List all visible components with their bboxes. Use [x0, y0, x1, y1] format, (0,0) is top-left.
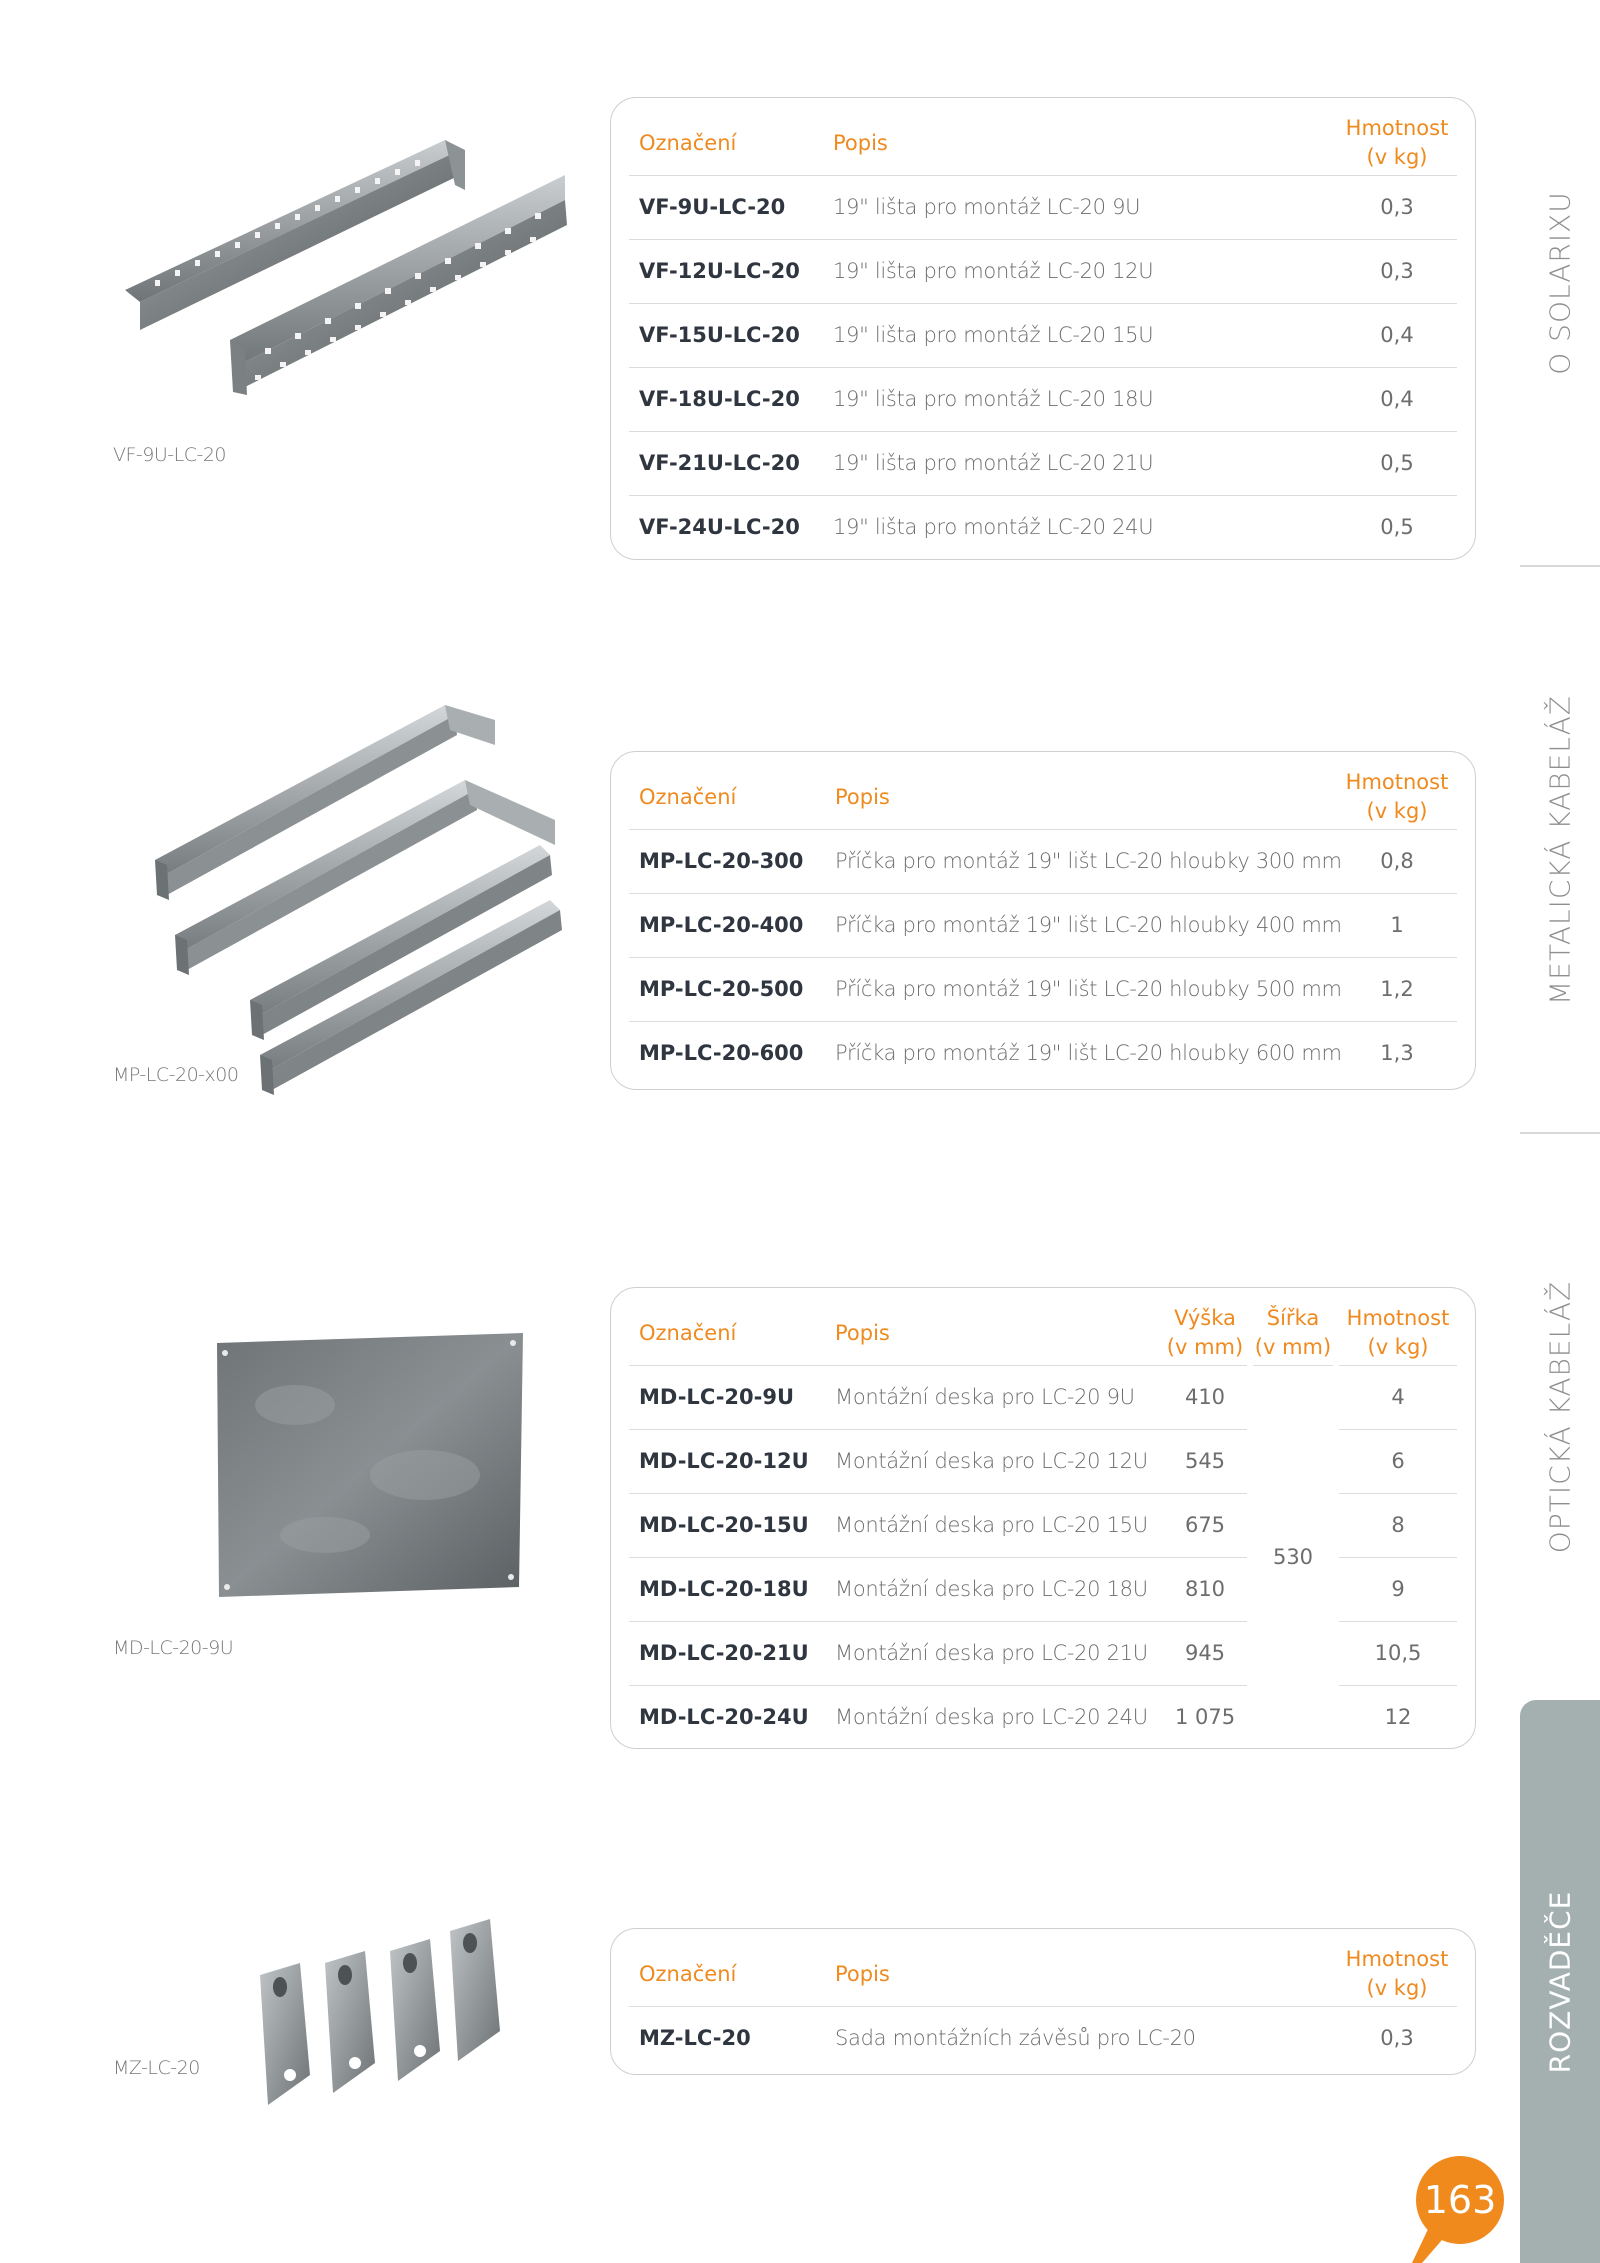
row-code: MP-LC-20-500 [629, 957, 825, 1021]
row-desc: Montážní deska pro LC-20 9U [825, 1365, 1163, 1429]
row-weight: 0,3 [1380, 2026, 1414, 2051]
header-code: Označení [629, 766, 825, 829]
row-code: MD-LC-20-9U [629, 1365, 825, 1429]
row-weight: 12 [1384, 1705, 1412, 1730]
row-code: VF-24U-LC-20 [639, 515, 800, 540]
product-caption: MZ-LC-20 [113, 2057, 200, 2079]
tab-o-solarixu[interactable] [1520, 0, 1600, 565]
row-desc: 19" lišta pro montáž LC-20 18U [823, 367, 1337, 431]
row-desc: Příčka pro montáž 19" lišt LC-20 hloubky 300 mm [825, 829, 1337, 893]
row-desc: 19" lišta pro montáž LC-20 15U [823, 303, 1337, 367]
row-desc: Montážní deska pro LC-20 21U [825, 1621, 1163, 1685]
row-weight: 0,5 [1380, 515, 1414, 540]
row-code: MP-LC-20-400 [629, 893, 825, 957]
header-desc: Popis [825, 1302, 1163, 1365]
row-weight: 8 [1339, 1493, 1457, 1557]
product-caption: VF-9U-LC-20 [113, 444, 227, 466]
mounting-hanger-image [250, 1905, 505, 2105]
row-weight: 1,3 [1380, 1041, 1414, 1066]
product-table-mp [610, 751, 1476, 1090]
product-caption: MD-LC-20-9U [113, 1637, 234, 1659]
row-weight: 0,8 [1337, 829, 1457, 893]
header-weight: Hmotnost (v kg) [1337, 112, 1457, 175]
row-height: 545 [1163, 1429, 1247, 1493]
row-height: 1 075 [1174, 1705, 1236, 1730]
row-weight: 0,3 [1337, 175, 1457, 239]
row-desc: Montážní deska pro LC-20 15U [825, 1493, 1163, 1557]
row-code: VF-12U-LC-20 [629, 239, 823, 303]
row-desc: Montážní deska pro LC-20 18U [825, 1557, 1163, 1621]
row-weight: 9 [1339, 1557, 1457, 1621]
tab-label: O SOLARIXU [1543, 190, 1577, 375]
header-weight: Hmotnost (v kg) [1337, 1943, 1457, 2006]
row-desc: Příčka pro montáž 19" lišt LC-20 hloubky 400 mm [825, 893, 1337, 957]
tab-label: OPTICKÁ KABELÁŽ [1543, 1280, 1577, 1553]
header-desc: Popis [825, 1943, 1337, 2006]
mounting-plate-image [205, 1325, 540, 1605]
header-height: Výška (v mm) [1163, 1302, 1247, 1365]
row-weight: 1 [1337, 893, 1457, 957]
row-height: 675 [1163, 1493, 1247, 1557]
row-code: VF-9U-LC-20 [629, 175, 823, 239]
row-code: MD-LC-20-15U [629, 1493, 825, 1557]
row-code: VF-15U-LC-20 [629, 303, 823, 367]
shared-width: 530 [1272, 1545, 1314, 1570]
row-height: 810 [1163, 1557, 1247, 1621]
header-code: Označení [629, 1943, 825, 2006]
row-weight: 10,5 [1339, 1621, 1457, 1685]
row-code: MD-LC-20-12U [629, 1429, 825, 1493]
tab-label: ROZVADĚČE [1543, 1890, 1577, 2073]
row-desc: 19" lišta pro montáž LC-20 24U [833, 515, 1154, 540]
tab-opticka-kabelaz[interactable] [1520, 1134, 1600, 1699]
row-weight: 0,4 [1337, 303, 1457, 367]
row-code: MZ-LC-20 [639, 2026, 751, 2051]
header-weight: Hmotnost (v kg) [1339, 1302, 1457, 1365]
row-desc: 19" lišta pro montáž LC-20 21U [823, 431, 1337, 495]
row-weight: 0,3 [1337, 239, 1457, 303]
row-desc: Montážní deska pro LC-20 24U [835, 1705, 1148, 1730]
row-weight: 0,5 [1337, 431, 1457, 495]
row-desc: Příčka pro montáž 19" lišt LC-20 hloubky 500 mm [825, 957, 1337, 1021]
row-weight: 6 [1339, 1429, 1457, 1493]
row-height: 410 [1163, 1365, 1247, 1429]
row-desc: Příčka pro montáž 19" lišt LC-20 hloubky 600 mm [835, 1041, 1342, 1066]
row-desc: 19" lišta pro montáž LC-20 12U [823, 239, 1337, 303]
tab-rozvadece[interactable] [1520, 1700, 1600, 2263]
row-code: MP-LC-20-600 [639, 1041, 804, 1066]
row-code: MP-LC-20-300 [629, 829, 825, 893]
page-number: 163 [1416, 2156, 1504, 2244]
row-desc: Montážní deska pro LC-20 12U [825, 1429, 1163, 1493]
row-weight: 1,2 [1337, 957, 1457, 1021]
header-code: Označení [629, 112, 823, 175]
row-weight: 4 [1339, 1365, 1457, 1429]
product-table-md [610, 1287, 1476, 1749]
vertical-rail-image [115, 130, 575, 420]
row-weight: 0,4 [1337, 367, 1457, 431]
tab-metalicka-kabelaz[interactable] [1520, 567, 1600, 1132]
row-height: 945 [1163, 1621, 1247, 1685]
header-weight: Hmotnost (v kg) [1337, 766, 1457, 829]
tab-label: METALICKÁ KABELÁŽ [1543, 694, 1577, 1005]
row-desc: 19" lišta pro montáž LC-20 9U [823, 175, 1337, 239]
header-width: Šířka (v mm) [1253, 1302, 1333, 1365]
product-table-vf [610, 97, 1476, 560]
header-desc: Popis [823, 112, 1337, 175]
row-code: VF-18U-LC-20 [629, 367, 823, 431]
header-desc: Popis [825, 766, 1337, 829]
product-caption: MP-LC-20-x00 [113, 1064, 239, 1086]
row-code: VF-21U-LC-20 [629, 431, 823, 495]
row-desc: Sada montážních závěsů pro LC-20 [835, 2026, 1196, 2051]
row-code: MD-LC-20-21U [629, 1621, 825, 1685]
row-code: MD-LC-20-24U [639, 1705, 809, 1730]
row-code: MD-LC-20-18U [629, 1557, 825, 1621]
product-table-mz [610, 1928, 1476, 2075]
header-code: Označení [629, 1302, 825, 1365]
